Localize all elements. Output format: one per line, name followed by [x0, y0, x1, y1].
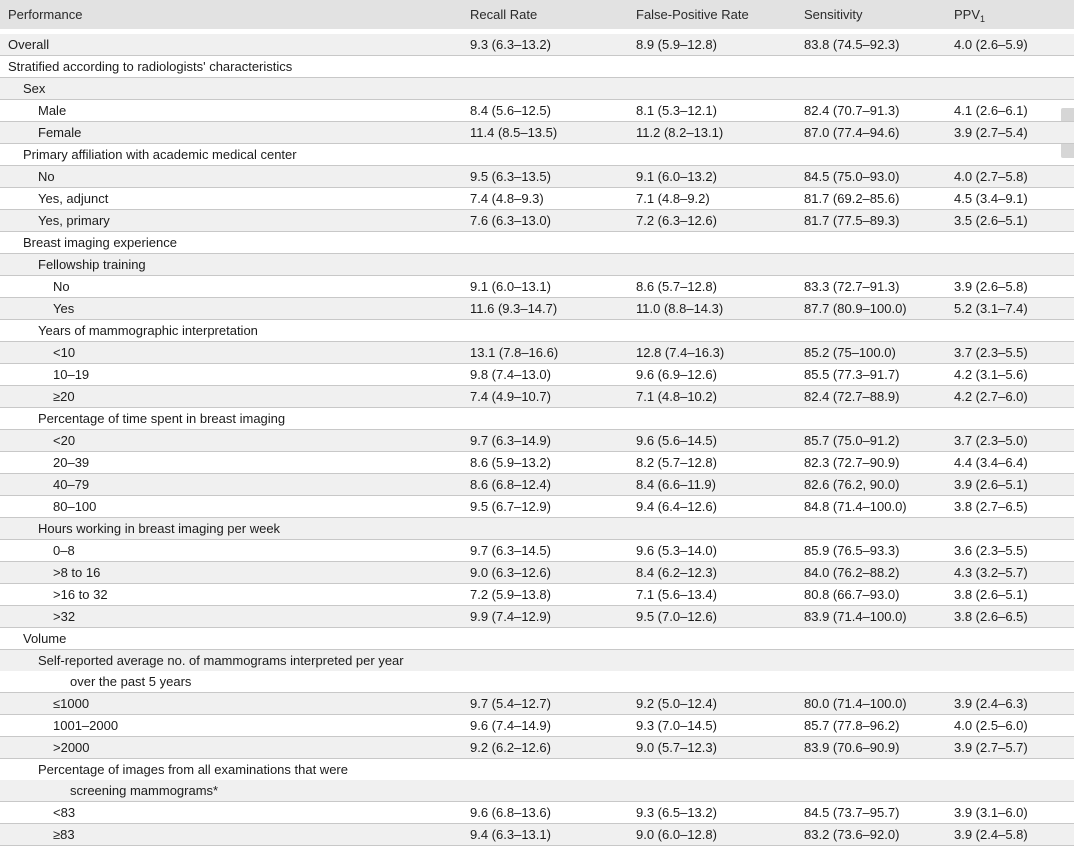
recall-rate-cell: 9.1 (6.0–13.1) — [470, 276, 636, 298]
row-label: Yes — [0, 298, 470, 320]
false-positive-rate-cell: 9.1 (6.0–13.2) — [636, 166, 804, 188]
false-positive-rate-cell: 12.8 (7.4–16.3) — [636, 342, 804, 364]
recall-rate-cell — [470, 144, 636, 166]
sensitivity-cell: 84.8 (71.4–100.0) — [804, 496, 954, 518]
table-row — [0, 759, 1074, 781]
false-positive-rate-cell: 7.1 (4.8–10.2) — [636, 386, 804, 408]
recall-rate-cell: 9.5 (6.7–12.9) — [470, 496, 636, 518]
table-row — [0, 693, 1074, 715]
sensitivity-cell — [804, 232, 954, 254]
recall-rate-cell: 9.6 (7.4–14.9) — [470, 715, 636, 737]
false-positive-rate-cell — [636, 408, 804, 430]
ppv-cell — [954, 254, 1074, 276]
row-label: >16 to 32 — [0, 584, 470, 606]
false-positive-rate-cell: 8.9 (5.9–12.8) — [636, 34, 804, 56]
sensitivity-cell: 85.7 (75.0–91.2) — [804, 430, 954, 452]
false-positive-rate-cell — [636, 518, 804, 540]
sensitivity-cell — [804, 518, 954, 540]
table-row — [0, 232, 1074, 254]
ppv-cell: 4.2 (3.1–5.6) — [954, 364, 1074, 386]
false-positive-rate-cell — [636, 759, 804, 781]
table-row — [0, 386, 1074, 408]
recall-rate-cell — [470, 518, 636, 540]
row-label: Hours working in breast imaging per week — [0, 518, 470, 540]
recall-rate-cell: 8.6 (5.9–13.2) — [470, 452, 636, 474]
table-row — [0, 650, 1074, 672]
false-positive-rate-cell: 9.6 (6.9–12.6) — [636, 364, 804, 386]
false-positive-rate-cell — [636, 56, 804, 78]
recall-rate-cell: 9.7 (6.3–14.9) — [470, 430, 636, 452]
false-positive-rate-cell: 9.5 (7.0–12.6) — [636, 606, 804, 628]
sensitivity-cell: 83.3 (72.7–91.3) — [804, 276, 954, 298]
false-positive-rate-cell — [636, 144, 804, 166]
ppv-cell: 3.9 (2.7–5.7) — [954, 737, 1074, 759]
ppv-cell: 3.9 (2.4–6.3) — [954, 693, 1074, 715]
table-row — [0, 254, 1074, 276]
table-row — [0, 518, 1074, 540]
ppv-cell: 3.9 (2.6–5.1) — [954, 474, 1074, 496]
ppv-cell: 3.7 (2.3–5.5) — [954, 342, 1074, 364]
recall-rate-cell: 9.5 (6.3–13.5) — [470, 166, 636, 188]
false-positive-rate-cell — [636, 254, 804, 276]
sensitivity-cell — [804, 144, 954, 166]
table-row — [0, 188, 1074, 210]
row-label: 40–79 — [0, 474, 470, 496]
false-positive-rate-cell: 8.4 (6.6–11.9) — [636, 474, 804, 496]
ppv-cell: 3.8 (2.6–5.1) — [954, 584, 1074, 606]
table-row — [0, 540, 1074, 562]
sensitivity-cell: 84.5 (73.7–95.7) — [804, 802, 954, 824]
row-label: screening mammograms* — [0, 780, 470, 802]
col-header-ppv-subscript: 1 — [980, 14, 986, 24]
false-positive-rate-cell: 9.3 (6.5–13.2) — [636, 802, 804, 824]
sensitivity-cell: 85.7 (77.8–96.2) — [804, 715, 954, 737]
false-positive-rate-cell — [636, 628, 804, 650]
recall-rate-cell: 9.7 (5.4–12.7) — [470, 693, 636, 715]
sensitivity-cell — [804, 628, 954, 650]
sensitivity-cell — [804, 759, 954, 781]
sensitivity-cell: 87.7 (80.9–100.0) — [804, 298, 954, 320]
recall-rate-cell — [470, 759, 636, 781]
recall-rate-cell — [470, 650, 636, 672]
row-label: Fellowship training — [0, 254, 470, 276]
recall-rate-cell — [470, 232, 636, 254]
ppv-cell — [954, 232, 1074, 254]
table-row — [0, 144, 1074, 166]
row-label: over the past 5 years — [0, 671, 470, 693]
ppv-cell — [954, 408, 1074, 430]
row-label: Volume — [0, 628, 470, 650]
false-positive-rate-cell — [636, 320, 804, 342]
ppv-cell — [954, 650, 1074, 672]
sensitivity-cell: 85.2 (75–100.0) — [804, 342, 954, 364]
recall-rate-cell: 9.6 (6.8–13.6) — [470, 802, 636, 824]
recall-rate-cell: 9.2 (6.2–12.6) — [470, 737, 636, 759]
row-label: ≥20 — [0, 386, 470, 408]
sensitivity-cell — [804, 78, 954, 100]
col-header-recall-rate: Recall Rate — [470, 7, 538, 22]
row-label: Primary affiliation with academic medical center — [0, 144, 470, 166]
false-positive-rate-cell: 9.6 (5.3–14.0) — [636, 540, 804, 562]
ppv-cell — [954, 759, 1074, 781]
sensitivity-cell: 83.8 (74.5–92.3) — [804, 34, 954, 56]
ppv-cell — [954, 518, 1074, 540]
recall-rate-cell: 9.3 (6.3–13.2) — [470, 34, 636, 56]
ppv-cell: 3.6 (2.3–5.5) — [954, 540, 1074, 562]
recall-rate-cell: 7.2 (5.9–13.8) — [470, 584, 636, 606]
table-row — [0, 671, 1074, 693]
recall-rate-cell — [470, 56, 636, 78]
ppv-cell: 3.5 (2.6–5.1) — [954, 210, 1074, 232]
false-positive-rate-cell: 8.1 (5.3–12.1) — [636, 100, 804, 122]
sensitivity-cell: 87.0 (77.4–94.6) — [804, 122, 954, 144]
false-positive-rate-cell: 9.2 (5.0–12.4) — [636, 693, 804, 715]
ppv-cell: 3.9 (3.1–6.0) — [954, 802, 1074, 824]
ppv-cell — [954, 56, 1074, 78]
false-positive-rate-cell — [636, 671, 804, 693]
recall-rate-cell — [470, 254, 636, 276]
table-row — [0, 56, 1074, 78]
recall-rate-cell — [470, 780, 636, 802]
row-label: Female — [0, 122, 470, 144]
recall-rate-cell — [470, 628, 636, 650]
sensitivity-cell: 83.2 (73.6–92.0) — [804, 824, 954, 846]
sensitivity-cell: 82.4 (72.7–88.9) — [804, 386, 954, 408]
sensitivity-cell: 83.9 (70.6–90.9) — [804, 737, 954, 759]
row-label: 1001–2000 — [0, 715, 470, 737]
row-label: >2000 — [0, 737, 470, 759]
row-label: 20–39 — [0, 452, 470, 474]
false-positive-rate-cell — [636, 78, 804, 100]
table-row — [0, 122, 1074, 144]
sensitivity-cell: 80.0 (71.4–100.0) — [804, 693, 954, 715]
sensitivity-cell: 85.5 (77.3–91.7) — [804, 364, 954, 386]
ppv-cell: 3.8 (2.6–6.5) — [954, 606, 1074, 628]
ppv-cell — [954, 320, 1074, 342]
row-label: Overall — [0, 34, 470, 56]
sensitivity-cell: 85.9 (76.5–93.3) — [804, 540, 954, 562]
table-row — [0, 320, 1074, 342]
ppv-cell — [954, 144, 1074, 166]
sensitivity-cell — [804, 408, 954, 430]
recall-rate-cell — [470, 320, 636, 342]
sensitivity-cell — [804, 320, 954, 342]
row-label: <20 — [0, 430, 470, 452]
ppv-cell: 4.0 (2.6–5.9) — [954, 34, 1074, 56]
false-positive-rate-cell: 8.4 (6.2–12.3) — [636, 562, 804, 584]
col-header-ppv — [954, 0, 1074, 29]
false-positive-rate-cell: 9.6 (5.6–14.5) — [636, 430, 804, 452]
row-label: <10 — [0, 342, 470, 364]
false-positive-rate-cell — [636, 780, 804, 802]
ppv-cell: 3.9 (2.4–5.8) — [954, 824, 1074, 846]
sensitivity-cell — [804, 254, 954, 276]
recall-rate-cell — [470, 671, 636, 693]
false-positive-rate-cell: 7.1 (4.8–9.2) — [636, 188, 804, 210]
table-row — [0, 715, 1074, 737]
row-label: ≤1000 — [0, 693, 470, 715]
sensitivity-cell — [804, 780, 954, 802]
table-row — [0, 496, 1074, 518]
table-row — [0, 78, 1074, 100]
row-label: Self-reported average no. of mammograms interpreted per year — [0, 650, 470, 672]
row-label: 80–100 — [0, 496, 470, 518]
row-label: Percentage of time spent in breast imaging — [0, 408, 470, 430]
recall-rate-cell: 11.4 (8.5–13.5) — [470, 122, 636, 144]
false-positive-rate-cell — [636, 232, 804, 254]
sensitivity-cell: 80.8 (66.7–93.0) — [804, 584, 954, 606]
row-label: Sex — [0, 78, 470, 100]
ppv-cell: 3.9 (2.6–5.8) — [954, 276, 1074, 298]
recall-rate-cell: 7.4 (4.9–10.7) — [470, 386, 636, 408]
false-positive-rate-cell: 11.0 (8.8–14.3) — [636, 298, 804, 320]
sensitivity-cell: 81.7 (69.2–85.6) — [804, 188, 954, 210]
row-label: Male — [0, 100, 470, 122]
false-positive-rate-cell: 9.4 (6.4–12.6) — [636, 496, 804, 518]
ppv-cell: 4.4 (3.4–6.4) — [954, 452, 1074, 474]
ppv-cell: 3.7 (2.3–5.0) — [954, 430, 1074, 452]
table-row — [0, 298, 1074, 320]
table-row — [0, 628, 1074, 650]
col-header-false-positive-rate: False-Positive Rate — [636, 7, 749, 22]
ppv-cell — [954, 78, 1074, 100]
table-row — [0, 474, 1074, 496]
false-positive-rate-cell: 9.3 (7.0–14.5) — [636, 715, 804, 737]
recall-rate-cell: 9.8 (7.4–13.0) — [470, 364, 636, 386]
table-header — [0, 0, 1074, 29]
table-row — [0, 276, 1074, 298]
recall-rate-cell: 9.0 (6.3–12.6) — [470, 562, 636, 584]
table-row — [0, 34, 1074, 56]
ppv-cell: 5.2 (3.1–7.4) — [954, 298, 1074, 320]
sensitivity-cell — [804, 671, 954, 693]
row-label: Breast imaging experience — [0, 232, 470, 254]
recall-rate-cell — [470, 78, 636, 100]
false-positive-rate-cell: 8.2 (5.7–12.8) — [636, 452, 804, 474]
false-positive-rate-cell: 9.0 (6.0–12.8) — [636, 824, 804, 846]
header-row — [0, 0, 1074, 29]
ppv-cell: 4.0 (2.7–5.8) — [954, 166, 1074, 188]
table-row — [0, 210, 1074, 232]
false-positive-rate-cell: 7.1 (5.6–13.4) — [636, 584, 804, 606]
ppv-cell: 3.9 (2.7–5.4) — [954, 122, 1074, 144]
sensitivity-cell: 84.0 (76.2–88.2) — [804, 562, 954, 584]
ppv-cell: 4.0 (2.5–6.0) — [954, 715, 1074, 737]
sensitivity-cell — [804, 56, 954, 78]
sensitivity-cell: 82.4 (70.7–91.3) — [804, 100, 954, 122]
false-positive-rate-cell: 9.0 (5.7–12.3) — [636, 737, 804, 759]
row-label: 10–19 — [0, 364, 470, 386]
table-row — [0, 584, 1074, 606]
col-header-sensitivity: Sensitivity — [804, 7, 863, 22]
row-label: No — [0, 276, 470, 298]
recall-rate-cell: 9.7 (6.3–14.5) — [470, 540, 636, 562]
row-label: Yes, primary — [0, 210, 470, 232]
col-header-ppv-text: PPV — [954, 7, 981, 22]
false-positive-rate-cell: 8.6 (5.7–12.8) — [636, 276, 804, 298]
recall-rate-cell — [470, 408, 636, 430]
ppv-cell: 4.1 (2.6–6.1) — [954, 100, 1074, 122]
table-row — [0, 342, 1074, 364]
table-row — [0, 802, 1074, 824]
row-label: Percentage of images from all examinations that were — [38, 762, 348, 777]
ppv-cell — [954, 780, 1074, 802]
table-row — [0, 408, 1074, 430]
row-label: 0–8 — [0, 540, 470, 562]
recall-rate-cell: 8.4 (5.6–12.5) — [470, 100, 636, 122]
ppv-cell — [954, 671, 1074, 693]
table-row — [0, 824, 1074, 846]
sensitivity-cell: 82.3 (72.7–90.9) — [804, 452, 954, 474]
sensitivity-cell: 81.7 (77.5–89.3) — [804, 210, 954, 232]
sensitivity-cell — [804, 650, 954, 672]
sensitivity-cell: 82.6 (76.2, 90.0) — [804, 474, 954, 496]
table-row — [0, 606, 1074, 628]
row-label: Stratified according to radiologists' characteristics — [0, 56, 470, 78]
sensitivity-cell: 83.9 (71.4–100.0) — [804, 606, 954, 628]
false-positive-rate-cell: 11.2 (8.2–13.1) — [636, 122, 804, 144]
row-label: >32 — [0, 606, 470, 628]
table-row — [0, 100, 1074, 122]
false-positive-rate-cell — [636, 650, 804, 672]
ppv-cell: 4.3 (3.2–5.7) — [954, 562, 1074, 584]
table-row — [0, 364, 1074, 386]
table-row — [0, 562, 1074, 584]
row-label: Years of mammographic interpretation — [0, 320, 470, 342]
recall-rate-cell: 11.6 (9.3–14.7) — [470, 298, 636, 320]
ppv-cell: 4.5 (3.4–9.1) — [954, 188, 1074, 210]
recall-rate-cell: 7.4 (4.8–9.3) — [470, 188, 636, 210]
sensitivity-cell: 84.5 (75.0–93.0) — [804, 166, 954, 188]
row-label: No — [0, 166, 470, 188]
table-row — [0, 737, 1074, 759]
table-row — [0, 430, 1074, 452]
ppv-cell — [954, 628, 1074, 650]
table-row — [0, 166, 1074, 188]
ppv-cell: 4.2 (2.7–6.0) — [954, 386, 1074, 408]
recall-rate-cell: 13.1 (7.8–16.6) — [470, 342, 636, 364]
table-row — [0, 780, 1074, 802]
recall-rate-cell: 9.4 (6.3–13.1) — [470, 824, 636, 846]
ppv-cell: 3.8 (2.7–6.5) — [954, 496, 1074, 518]
recall-rate-cell: 8.6 (6.8–12.4) — [470, 474, 636, 496]
table-row — [0, 452, 1074, 474]
recall-rate-cell: 7.6 (6.3–13.0) — [470, 210, 636, 232]
recall-rate-cell: 9.9 (7.4–12.9) — [470, 606, 636, 628]
false-positive-rate-cell: 7.2 (6.3–12.6) — [636, 210, 804, 232]
row-label: <83 — [0, 802, 470, 824]
row-label: >8 to 16 — [0, 562, 470, 584]
table-body — [0, 29, 1074, 846]
col-header-performance: Performance — [8, 7, 83, 22]
row-label: Yes, adjunct — [0, 188, 470, 210]
row-label: ≥83 — [0, 824, 470, 846]
